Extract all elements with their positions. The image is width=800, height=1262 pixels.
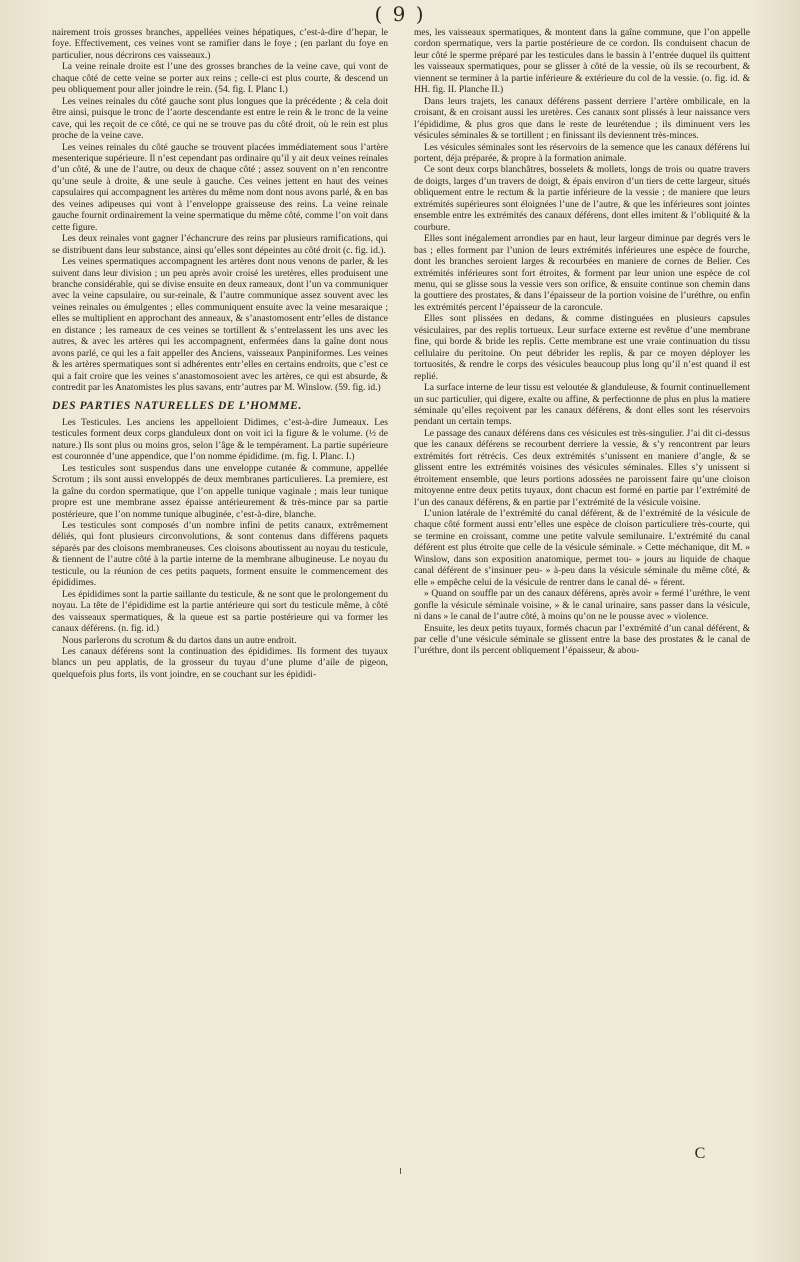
printer-tick-mark — [400, 1168, 401, 1174]
paragraph: Elles sont inégalement arrondies par en haut, leur largeur diminue par degrés vers le bas ; elles forment par l’union de leurs extrémités inférieures une espèce de fourche, dont les branches seroient larges & recourbées en maniere de cornes de Belier. Ces extrémités inférieures sont fort étroites, & forment par leur union une espèce de col menu, qui se glisse sous la vessie vers son orifice, & ensuite continue son chemin dans la gouttiere des prostates, & dans l’épaisseur de la portion voisine de l’uréthre, ou enfin les extrémités percent l’épaisseur de la caroncule. — [414, 234, 750, 313]
paragraph: Dans leurs trajets, les canaux déférens passent derriere l’artère ombilicale, en la croisant, & en croisant aussi les uretères. Ces canaux sont plissés à leur naissance vers l’épididime, & plus gros que dans le reste de leurétendue ; ils diminuent vers les vésicules séminales & se tortillent ; en finissant ils deviennent très-minces. — [414, 96, 750, 142]
paragraph: Elles sont plissées en dedans, & comme distinguées en plusieurs capsules vésiculaires, par des replis tortueux. Leur surface externe est revêtue d’une membrane fine, qui borde & bride les replis. Cette membrane est une vraie continuation du tissu cellulaire du peritoine. On peut débrider les replis, & par ce moyen déployer les tortuosités, & rendre le corps des vésicules beaucoup plus long qu’il n’est quand il est replié. — [414, 314, 750, 382]
section-heading: DES PARTIES NATURELLES DE L’HOMME. — [52, 399, 302, 412]
paragraph: Les vésicules séminales sont les réservoirs de la semence que les canaux déférens lui portent, déja préparée, & propre à la formation animale. — [414, 142, 750, 164]
paragraph: nairement trois grosses branches, appellées veines hépatiques, c’est-à-dire d’hepar, le foye. Effectivement, ces veines vont se ramifier dans le foye ; (en parlant du foye en particulier, nous décrirons ces vaisseaux.) — [52, 28, 388, 61]
paragraph: Ensuite, les deux petits tuyaux, formés chacun par l’extrémité d’un canal déférent, & par celle d’une vésicule séminale se glissent entre la base des prostates & le canal de l’uréthre, dont ils percent obliquement l’épaisseur, & abou- — [414, 623, 750, 657]
paragraph: Ce sont deux corps blanchâtres, bosselets & mollets, longs de trois ou quatre travers de doigts, larges d’un travers de doigt, & épais environ d’un tiers de cette largeur, situés obliquement entre le rectum & la partie inférieure de la vessie ; de maniere que leurs extrémités supérieures sont éloignées l’une de l’autre, & que les inférieures sont jointes ensemble entre les extrémités des canaux déférens, dont elles imitent & l’obliquité & la courbure. — [414, 165, 750, 233]
paragraph: Le passage des canaux déférens dans ces vésicules est très-singulier. J’ai dit ci-dessus que les canaux déférens se recourbent derriere la vessie, & s’y rencontrent par leurs extrémités fort rétrécis. Ces deux extrémités s’unissent en maniere d’angle, & se glissent entre les extrémités voisines des vésicules séminales. Elles s’y unissent si étroitement ensemble, que leurs portions adossées ne paroissent faire qu’une cloison mitoyenne entre deux petits tuyaux, dont chacun est formé en partie par l’extrémité de l’un des canaux déférens, & en partie par l’extrémité de la vésicule voisine. — [414, 428, 750, 508]
paragraph: Les veines reinales du côté gauche se trouvent placées immédiatement sous l’artère mesenterique supérieure. Il n’est cependant pas ordinaire qu’il y ait deux veines reinales d’un côté, & une de l’autre, ou deux de chaque côté ; assez souvent on n’en rencontre qu’une seule à droite, & une seule à gauche. Ces veines jettent en haut des veines capsulaires qui accompagnent les artères du même nom dont nous avons parlé, & en bas des veines adipeuses qui vont à l’enveloppe graisseuse des reins. La veine reinale gauche fournit ordinairement la veine spermatique du même côté, comme l’on voit dans cette figure. — [52, 142, 388, 233]
paragraph: Les épididimes sont la partie saillante du testicule, & ne sont que le prolongement du noyau. La tête de l’épididime est la partie antérieure qui sort du testicule même, à côté des vaisseaux spermatiques, & la queue est sa partie postérieure qui va former les canaux déférens. (n. fig. id.) — [52, 589, 388, 635]
paragraph: Les veines reinales du côté gauche sont plus longues que la précédente ; & cela doit être ainsi, puisque le tronc de l’aorte descendante est entre le rein & le tronc de la veine cave, qui les reçoit de ce côté, ce qui ne se trouve pas du côté droit, où le rein est plus proche de la veine cave. — [52, 96, 388, 142]
paragraph: Les testicules sont suspendus dans une enveloppe cutanée & commune, appellée Scrotum ; ils sont aussi enveloppés de deux membranes particulieres. La premiere, est la gaîne du cordon spermatique, que l’on appelle tunique vaginale ; mais leur tunique propre est une membrane assez épaisse antérieurement & très-mince par sa partie postérieure, que l’on nomme tunique albuginée, c’est-à-dire, blanche. — [52, 463, 388, 520]
paragraph: Nous parlerons du scrotum & du dartos dans un autre endroit. — [62, 635, 297, 646]
paragraph: Les Testicules. Les anciens les appelloient Didimes, c’est-à-dire Jumeaux. Les testicules forment deux corps glanduleux dont on voit ici la figure & le volume. (½ de nature.) Ils sont plus ou moins gros, selon l’âge & le tempérament. La partie supérieure est couronnée d’une appendice, que l’on nomme épididime. (m. fig. I. Planc. I.) — [52, 417, 388, 463]
paragraph: Les deux reinales vont gagner l’échancrure des reins par plusieurs ramifications, qui se distribuent dans leur substance, ainsi qu’elles sont dépeintes au côté droit (c. fig. id.). — [52, 234, 388, 256]
paragraph: L’union latérale de l’extrémité du canal déférent, & de l’extrémité de la vésicule de chaque côté forment aussi entr’elles une espèce de cloison particuliere très-courte, qui se termine en croissant, comme une petite valvule semilunaire. L’extrémité du canal déférent est plus étroite que celle de la vésicule séminale. » Cette méchanique, dit M. » Winslow, dans son exposition anatomique, permet tou- » jours au liquide de chaque canal déférent de s’insinuer peu- » à-peu dans la vésicule séminale du même côté, & elle » empêche celui de la vésicule de rentrer dans le canal dé- » férent. — [414, 509, 750, 588]
paragraph: Les veines spermatiques accompagnent les artères dont nous venons de parler, & les suivent dans leur division ; un peu après avoir croisé les uretères, elles produisent une branche considérable, qui se divise ensuite en deux rameaux, dont l’un va communiquer avec la veine capsulaire, ou sur-reinale, & l’autre communique assez souvent avec les veines reinales ou émulgentes ; elles communiquent ensuite avec la veine mesaraique ; elles se multiplient en approchant des anneaux, & s’anastomosent entr’elles de distance en distance ; les rameaux de ces veines se tortillent & s’entrelassent les uns avec les autres, & avec les artères qui les accompagnent, enfermées dans la gaîne dont nous avons parlé, ce qui les a fait appeller des Anciens, vaisseaux Panpiniformes. Les veines & les artères spermatiques sont si adhérentes entr’elles en certains endroits, que c’est ce qui a fait croire que les veines s’anastomosoient avec les artères, ce qui est absurde, & contredit par les Anatomistes les plus savans, entr’autres par M. Winslow. (59. fig. id.) — [52, 257, 388, 394]
paragraph: mes, les vaisseaux spermatiques, & montent dans la gaîne commune, que l’on appelle cordon spermatique, vers la partie postérieure de ce cordon. Ils conduisent chacun de leur côté le sperme préparé par les testicules dans le bassin à l’entrée duquel ils quittent les vaisseaux spermatiques, pour se glisser à côté de la vessie, où ils se recourbent, & viennent se terminer à la partie inférieure & extérieure du col de la vessie. (o. fig. id. & HH. fig. II. Planche II.) — [414, 28, 750, 96]
paragraph: Les canaux déférens sont la continuation des épididimes. Ils forment des tuyaux blancs un peu applatis, de la grosseur du tuyau d’une plume d’aile de pigeon, quelquefois plus forts, ils vont joindre, en se couchant sur les épididi- — [52, 647, 388, 680]
paragraph: La surface interne de leur tissu est veloutée & glanduleuse, & fournit continuellement un suc particulier, qui digere, exalte ou affine, & perfectionne de plus en plus la matiere séminale qu’elles reçoivent par les canaux déférens, & dont elles sont les réservoirs pendant un certain temps. — [414, 383, 750, 428]
signature-mark: C — [694, 1145, 706, 1162]
paragraph: La veine reinale droite est l’une des grosses branches de la veine cave, qui vont de chaque côté de cette veine se porter aux reins ; celle-ci est plus courte, & descend un peu obliquement pour aller joindre le rein. (54. fig. I. Planc I.) — [52, 62, 388, 96]
paragraph: » Quand on souffle par un des canaux déférens, après avoir » fermé l’uréthre, le vent gonfle la vésicule séminale voisine, » & le canal urinaire, sans passer dans la vésicule, ni dans » le canal de l’autre côté, à moins qu’on ne le pousse avec » violence. — [414, 589, 750, 623]
page-number: ( 9 ) — [374, 2, 426, 26]
right-column — [414, 28, 750, 658]
left-column — [52, 28, 388, 681]
paragraph: Les testicules sont composés d’un nombre infini de petits canaux, extrêmement déliés, qui font plusieurs circonvolutions, & sont contenus dans différens paquets séparés par des cloisons membraneuses. Ces cloisons aboutissent au noyau du testicule, & tiennent de l’autre côté à la partie interne de la membrane albugineuse. Le noyau du testicule, ou la réunion de ces petits paquets, forment ensuite le commencement des épididimes. — [52, 521, 388, 589]
